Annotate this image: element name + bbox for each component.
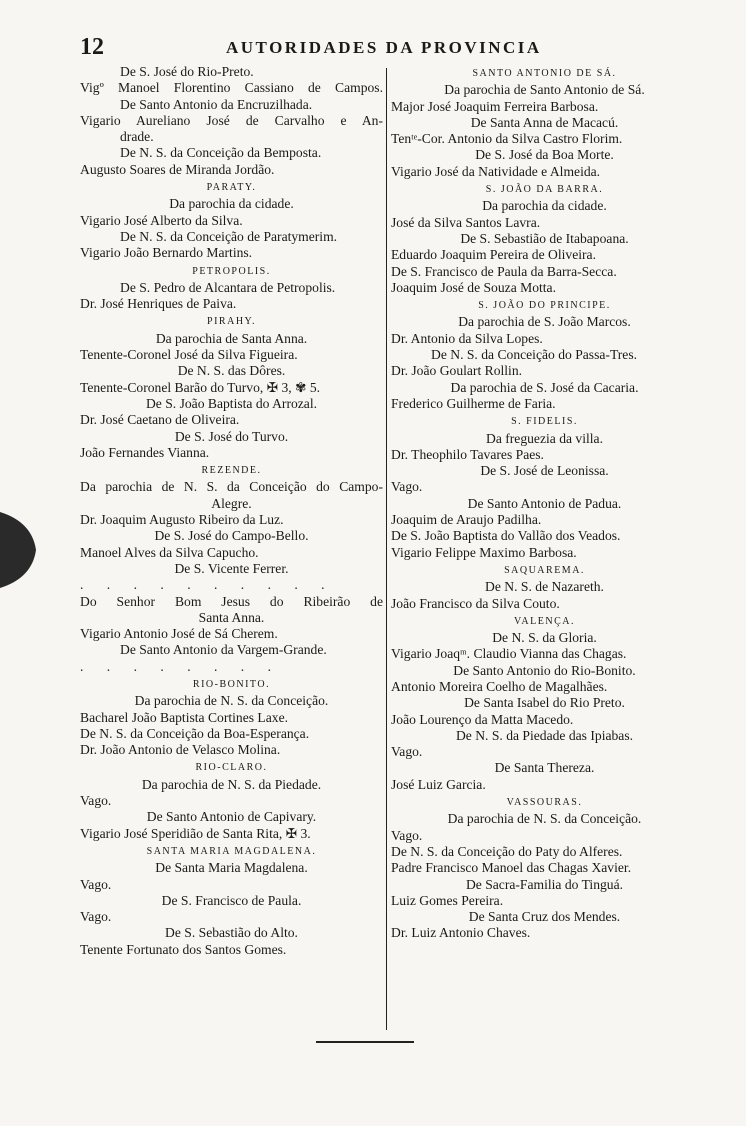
right-line: De N. S. de Nazareth.	[485, 579, 604, 595]
right-section-heading: VALENÇA.	[514, 615, 575, 627]
left-line: De S. Sebastião do Alto.	[165, 925, 298, 941]
left-line: De Santo Antonio de Capivary.	[146, 809, 317, 825]
left-line: De S. João Baptista do Arrozal.	[145, 395, 318, 411]
right-line: Frederico Guilherme de Faria.	[391, 395, 556, 411]
left-line: Dr. José Henriques de Paiva.	[80, 296, 237, 312]
right-line: De N. S. da Conceição do Passa-Tres.	[431, 347, 638, 363]
right-line: Vago.	[391, 479, 423, 495]
left-line: De Santo Antonio da Encruzilhada.	[120, 96, 313, 112]
left-line: João Fernandes Vianna.	[80, 444, 210, 460]
left-line: De Santa Maria Magdalena.	[155, 860, 308, 876]
page-edge-shadow	[0, 512, 40, 588]
right-line: Da parochia de N. S. da Conceição.	[447, 811, 642, 827]
right-line: Da parochia de Santo Antonio de Sá.	[444, 82, 645, 98]
right-line: Tenᵗᵉ-Cor. Antonio da Silva Castro Florim.	[391, 131, 623, 147]
right-line: Dr. Theophilo Tavares Paes.	[391, 446, 544, 462]
right-line: Da freguezia da villa.	[486, 430, 603, 446]
left-line: Vago.	[80, 909, 112, 925]
left-line: Tenente-Coronel José da Silva Figueira.	[80, 347, 298, 363]
right-line: De N. S. da Conceição do Paty do Alferes.	[391, 843, 623, 859]
left-section-heading: SANTA MARIA MAGDALENA.	[146, 845, 317, 857]
right-line: De S. João Baptista do Vallão dos Veados.	[391, 528, 621, 544]
left-line: Dr. João Antonio de Velasco Molina.	[80, 742, 281, 758]
right-line: Padre Francisco Manoel das Chagas Xavier.	[391, 860, 632, 876]
left-line: Vigario Aurelianο José de Carvalho e An-	[80, 112, 383, 128]
left-line: Vigario José Speridião de Santa Rita, ✠ 3.	[80, 825, 311, 841]
right-line: Da parochia da cidade.	[482, 198, 607, 214]
right-line: João Francisco da Silva Couto.	[391, 595, 560, 611]
left-line: Vigº Manoel Florentino Cassiano de Campos.	[80, 80, 383, 96]
left-line: . . . . . . . . . .	[80, 577, 335, 593]
right-line: Luiz Gomes Pereira.	[391, 892, 504, 908]
page-number: 12	[80, 34, 104, 60]
right-line: Joaquim José de Souza Motta.	[391, 279, 556, 295]
left-line: De S. Francisco de Paula.	[161, 892, 302, 908]
right-section-heading: SAQUAREMA.	[504, 564, 585, 576]
right-line: De S. José da Boa Morte.	[475, 147, 614, 163]
right-line: Dr. João Goulart Rollin.	[391, 363, 523, 379]
left-line: Da parochia de N. S. da Conceição do Campo-	[80, 479, 383, 495]
left-line: Santa Anna.	[198, 609, 265, 625]
left-line: Da parochia de N. S. da Conceição.	[134, 693, 329, 709]
right-line: De Santa Cruz dos Mendes.	[468, 909, 621, 925]
left-line: Da parochia de N. S. da Piedade.	[141, 776, 322, 792]
left-line: Vago.	[80, 876, 112, 892]
left-line: Bacharel João Baptista Cortines Laxe.	[80, 709, 288, 725]
left-section-heading: PARATY.	[206, 182, 257, 194]
running-title: AUTORIDADES DA PROVINCIA	[226, 38, 542, 57]
right-line: Major José Joaquim Ferreira Barbosa.	[391, 98, 599, 114]
left-line: De S. José do Turvo.	[174, 428, 289, 444]
right-line: De Santa Thereza.	[494, 760, 595, 776]
right-line: Vigario Joaqᵐ. Claudio Vianna das Chagas.	[391, 646, 627, 662]
right-line: Da parochia de S. José da Cacaria.	[450, 379, 639, 395]
right-line: Vigario José da Natividade e Almeida.	[391, 163, 601, 179]
left-line: Da parochia da cidade.	[169, 196, 294, 212]
right-line: Da parochia de S. João Marcos.	[458, 314, 631, 330]
page-header	[0, 34, 746, 62]
right-section-heading: S. FIDELIS.	[511, 416, 578, 428]
bottom-rule	[316, 1041, 414, 1043]
left-line: Tenente-Coronel Barão do Turvo, ✠ 3, ✾ 5.	[80, 379, 321, 395]
right-line: Antonio Moreira Coelho de Magalhães.	[391, 678, 608, 694]
right-line: De S. Francisco de Paula da Barra-Secca.	[391, 263, 617, 279]
column-divider	[386, 68, 387, 1030]
right-section-heading: S. JOÃO DA BARRA.	[485, 184, 604, 196]
right-line: De Santo Antonio de Padua.	[467, 495, 622, 511]
right-line: De Santa Anna de Macacú.	[470, 114, 619, 130]
left-line: De N. S. da Conceição da Bemposta.	[120, 145, 322, 161]
left-line: Vigario Antonio José de Sá Cherem.	[80, 626, 278, 642]
right-line: De S. José de Leonissa.	[480, 463, 609, 479]
left-line: Vago.	[80, 793, 112, 809]
left-line: Alegre.	[211, 495, 252, 511]
left-line: Do Senhor Bom Jesus do Ribeirão de	[80, 593, 383, 609]
right-line: José Luiz Garcia.	[391, 776, 486, 792]
right-section-heading: SANTO ANTONIO DE SÁ.	[472, 68, 617, 79]
left-line: De Santo Antonio da Vargem-Grande.	[120, 642, 327, 658]
right-line: De N. S. da Gloria.	[492, 630, 597, 646]
right-line: Vago.	[391, 827, 423, 843]
left-line: Dr. Joaquim Augusto Ribeiro da Luz.	[80, 512, 284, 528]
right-line: De Sacra-Familia do Tinguá.	[465, 876, 624, 892]
left-line: De N. S. da Conceição de Paratymerim.	[120, 228, 338, 244]
right-line: Joaquim de Araujo Padilha.	[391, 512, 542, 528]
left-line: De S. José do Campo-Bello.	[154, 528, 309, 544]
left-line: Da parochia de Santa Anna.	[155, 330, 308, 346]
right-line: José da Silva Santos Lavra.	[391, 214, 541, 230]
left-line: drade.	[120, 129, 154, 145]
left-line: Vigario João Bernardo Martins.	[80, 245, 253, 261]
left-line: De S. Vicente Ferrer.	[174, 560, 289, 576]
right-line: De Santa Isabel do Rio Preto.	[464, 695, 625, 711]
left-section-heading: PETROPOLIS.	[192, 265, 271, 277]
right-line: João Lourenço da Matta Macedo.	[391, 711, 574, 727]
right-line: De S. Sebastião de Itabapoana.	[460, 230, 629, 246]
left-line: Manoel Alves da Silva Capucho.	[80, 544, 259, 560]
left-line: Vigario José Alberto da Silva.	[80, 212, 243, 228]
left-section-heading: RIO-CLARO.	[195, 762, 268, 774]
right-section-heading: VASSOURAS.	[506, 797, 583, 809]
left-line: Augusto Soares de Miranda Jordão.	[80, 161, 275, 177]
right-section-heading: S. JOÃO DO PRINCIPE.	[478, 300, 611, 312]
left-line: Tenente Fortunato dos Santos Gomes.	[80, 941, 287, 957]
left-line: De S. Pedro de Alcantara de Petropolis.	[120, 279, 336, 295]
left-section-heading: PIRAHY.	[207, 316, 256, 328]
right-line: Vigario Felippe Maximo Barbosa.	[391, 544, 577, 560]
right-line: Eduardo Joaquim Pereira de Oliveira.	[391, 247, 596, 263]
right-line: De N. S. da Piedade das Ipiabas.	[455, 727, 634, 743]
right-line: Dr. Luiz Antonio Chaves.	[391, 925, 531, 941]
left-line: . . . . . . . .	[80, 658, 281, 674]
left-line: Dr. José Caetano de Oliveira.	[80, 412, 240, 428]
left-line: De N. S. das Dôres.	[177, 363, 286, 379]
right-line: Vago.	[391, 744, 423, 760]
left-section-heading: RIO-BONITO.	[192, 678, 271, 690]
left-line: De N. S. da Conceição da Boa-Esperança.	[80, 725, 310, 741]
right-line: De Santo Antonio do Rio-Bonito.	[453, 662, 636, 678]
right-line: Dr. Antonio da Silva Lopes.	[391, 330, 543, 346]
left-section-heading: REZENDE.	[201, 465, 262, 477]
left-column	[80, 64, 383, 958]
left-line: De S. José do Rio-Preto.	[120, 64, 254, 79]
right-column	[391, 64, 698, 942]
